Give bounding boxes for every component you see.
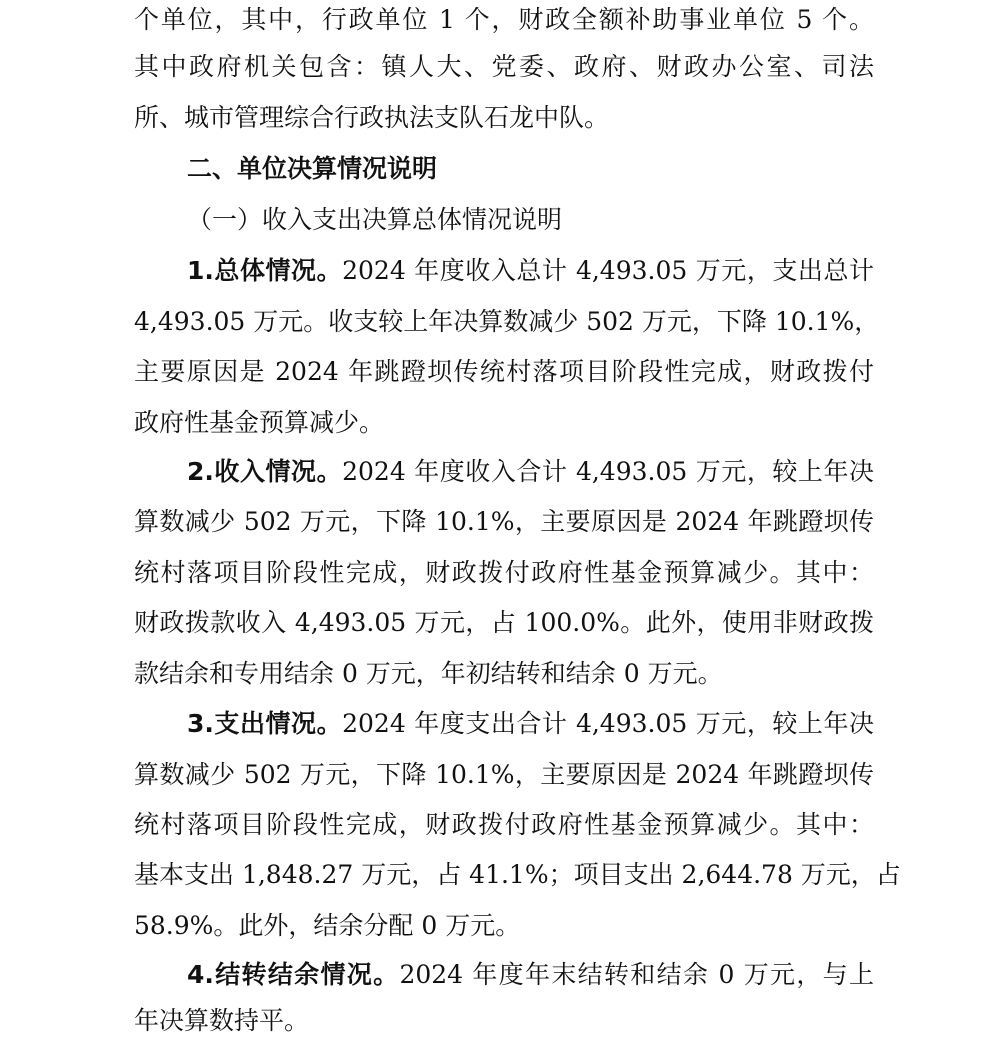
section-subheading: （一）收入支出决算总体情况说明 <box>187 205 563 234</box>
intro-line-2: 其中政府机关包含：镇人大、党委、政府、财政办公室、司法 <box>134 52 874 81</box>
expense-lead: 3.支出情况。 <box>187 709 343 738</box>
overall-line-4: 政府性基金预算减少。 <box>134 408 385 437</box>
overall-line-1-text: 2024 年度收入总计 4,493.05 万元，支出总计 <box>342 256 874 285</box>
carryover-line-1 <box>187 955 874 995</box>
overall-line-2: 4,493.05 万元。收支较上年决算数减少 502 万元，下降 10.1%， <box>134 307 880 336</box>
income-lead: 2.收入情况。 <box>187 457 343 486</box>
section-heading: 二、单位决算情况说明 <box>187 154 438 183</box>
income-line-1-text: 2024 年度收入合计 4,493.05 万元，较上年决 <box>342 457 874 486</box>
expense-line-1-text: 2024 年度支出合计 4,493.05 万元，较上年决 <box>342 709 874 738</box>
overall-line-1 <box>187 251 874 291</box>
intro-line-3: 所、城市管理综合行政执法支队石龙中队。 <box>134 103 610 132</box>
expense-line-3: 统村落项目阶段性完成，财政拨付政府性基金预算减少。其中： <box>134 810 874 839</box>
expense-line-1 <box>187 704 874 744</box>
expense-line-2: 算数减少 502 万元，下降 10.1%，主要原因是 2024 年跳蹬坝传 <box>134 760 874 789</box>
overall-line-3: 主要原因是 2024 年跳蹬坝传统村落项目阶段性完成，财政拨付 <box>134 357 874 386</box>
income-line-5: 款结余和专用结余 0 万元，年初结转和结余 0 万元。 <box>134 659 723 688</box>
income-line-1 <box>187 452 874 492</box>
income-line-4: 财政拨款收入 4,493.05 万元，占 100.0%。此外，使用非财政拨 <box>134 608 874 637</box>
carryover-line-2: 年决算数持平。 <box>134 1006 310 1035</box>
income-line-3: 统村落项目阶段性完成，财政拨付政府性基金预算减少。其中： <box>134 558 874 587</box>
expense-line-4: 基本支出 1,848.27 万元，占 41.1%；项目支出 2,644.78 万元，占 <box>134 860 901 889</box>
carryover-line-1-text: 2024 年度年末结转和结余 0 万元，与上 <box>399 960 874 989</box>
intro-line-1: 个单位，其中，行政单位 1 个，财政全额补助事业单位 5 个。 <box>134 5 874 34</box>
expense-line-5: 58.9%。此外，结余分配 0 万元。 <box>134 911 521 940</box>
income-line-2: 算数减少 502 万元，下降 10.1%，主要原因是 2024 年跳蹬坝传 <box>134 507 874 536</box>
overall-lead: 1.总体情况。 <box>187 256 343 285</box>
carryover-lead: 4.结转结余情况。 <box>187 960 400 989</box>
